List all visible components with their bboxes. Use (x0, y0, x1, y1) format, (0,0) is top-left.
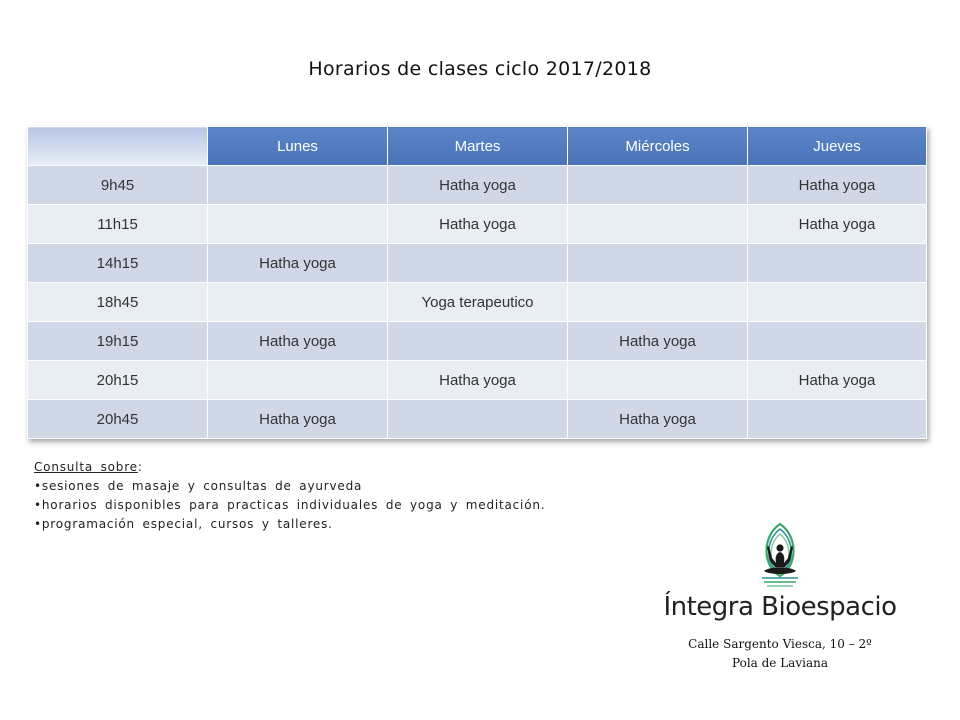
time-cell: 19h15 (28, 322, 208, 361)
page-title: Horarios de clases ciclo 2017/2018 (308, 58, 652, 80)
class-cell (748, 283, 927, 322)
header-day-lunes: Lunes (208, 127, 388, 166)
class-cell (388, 244, 568, 283)
class-cell (748, 400, 927, 439)
schedule-table (27, 126, 927, 439)
table-row (28, 283, 927, 322)
class-cell (568, 361, 748, 400)
header-day-martes: Martes (388, 127, 568, 166)
address-line-2: Pola de Laviana (732, 656, 828, 670)
class-cell: Hatha yoga (208, 322, 388, 361)
note-item: •horarios disponibles para practicas individuales de yoga y meditación. (34, 498, 546, 512)
address-line-1: Calle Sargento Viesca, 10 – 2º (688, 637, 872, 651)
time-cell: 18h45 (28, 283, 208, 322)
class-cell: Hatha yoga (748, 205, 927, 244)
class-cell (568, 283, 748, 322)
class-cell (208, 283, 388, 322)
table-row (28, 205, 927, 244)
class-cell: Hatha yoga (388, 166, 568, 205)
header-corner-cell (28, 127, 208, 166)
table-row (28, 322, 927, 361)
class-cell (568, 166, 748, 205)
yoga-meditation-icon (752, 522, 808, 594)
class-cell: Yoga terapeutico (388, 283, 568, 322)
class-cell: Hatha yoga (748, 166, 927, 205)
notes-section: Consulta sobre: •sesiones de masaje y consultas de ayurveda •horarios disponibles para practicas individuales de yoga y meditación. •programación especial, cursos y talleres. (34, 458, 545, 534)
header-day-miercoles: Miércoles (568, 127, 748, 166)
class-cell: Hatha yoga (568, 400, 748, 439)
note-item: •sesiones de masaje y consultas de ayurveda (34, 479, 363, 493)
class-cell (208, 205, 388, 244)
class-cell: Hatha yoga (388, 205, 568, 244)
class-cell (208, 166, 388, 205)
time-cell: 11h15 (28, 205, 208, 244)
class-cell: Hatha yoga (388, 361, 568, 400)
class-cell (388, 400, 568, 439)
time-cell: 20h15 (28, 361, 208, 400)
class-cell (748, 322, 927, 361)
brand-name: Íntegra Bioespacio (663, 592, 897, 622)
class-cell (568, 205, 748, 244)
table-row (28, 361, 927, 400)
table-row (28, 244, 927, 283)
schedule-header-row (28, 127, 927, 166)
table-row (28, 400, 927, 439)
class-cell (568, 244, 748, 283)
class-cell: Hatha yoga (208, 244, 388, 283)
time-cell: 14h15 (28, 244, 208, 283)
header-day-jueves: Jueves (748, 127, 927, 166)
note-item: •programación especial, cursos y talleres. (34, 517, 333, 531)
time-cell: 20h45 (28, 400, 208, 439)
notes-heading: Consulta sobre (34, 460, 138, 474)
class-cell (388, 322, 568, 361)
time-cell: 9h45 (28, 166, 208, 205)
class-cell: Hatha yoga (748, 361, 927, 400)
class-cell: Hatha yoga (208, 400, 388, 439)
class-cell (208, 361, 388, 400)
class-cell (748, 244, 927, 283)
table-row (28, 166, 927, 205)
class-cell: Hatha yoga (568, 322, 748, 361)
